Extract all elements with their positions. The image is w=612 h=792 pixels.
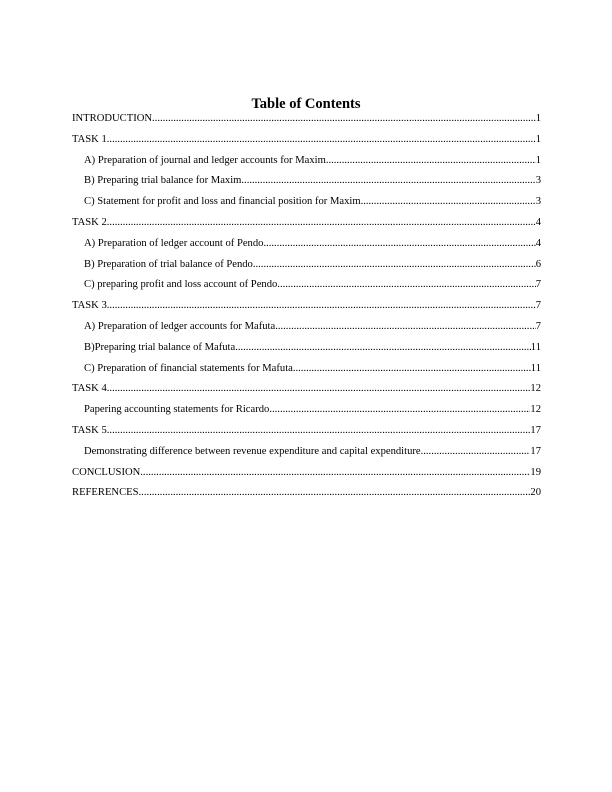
toc-entry-label: A) Preparation of ledger account of Pendo	[84, 237, 264, 249]
toc-entry-label: A) Preparation of ledger accounts for Mafuta	[84, 320, 276, 332]
toc-dot-leader	[107, 383, 531, 394]
toc-entry[interactable]	[72, 404, 541, 425]
toc-dot-leader	[269, 404, 530, 415]
toc-entry-label: B) Preparation of trial balance of Pendo	[84, 258, 253, 270]
toc-dot-leader	[241, 175, 535, 186]
toc-dot-leader	[253, 259, 536, 270]
toc-entry-page: 7	[535, 300, 541, 312]
toc-dot-leader	[139, 487, 531, 498]
toc-entry-page: 3	[535, 175, 541, 187]
toc-dot-leader	[107, 300, 536, 311]
toc-entry-page: 7	[535, 320, 541, 332]
toc-entry[interactable]	[72, 238, 541, 259]
toc-entry[interactable]	[72, 279, 541, 300]
toc-entry[interactable]	[72, 155, 541, 176]
toc-entry-label: C) preparing profit and loss account of Pendo	[84, 279, 278, 291]
toc-entry-page: 12	[530, 383, 541, 395]
toc-entry[interactable]	[72, 363, 541, 384]
toc-entry-page: 11	[530, 362, 541, 374]
toc-entry[interactable]	[72, 467, 541, 488]
toc-entry-page: 4	[535, 237, 541, 249]
toc-dot-leader	[277, 279, 535, 290]
toc-entry[interactable]	[72, 196, 541, 217]
toc-title: Table of Contents	[251, 96, 361, 112]
toc-entry-label: TASK 2	[72, 216, 107, 228]
toc-dot-leader	[421, 446, 531, 457]
toc-entry-label: REFERENCES	[72, 487, 139, 499]
toc-entry-page: 1	[535, 133, 541, 145]
toc-entry-label: B) Preparing trial balance for Maxim	[84, 175, 242, 187]
toc-entry[interactable]	[72, 259, 541, 280]
toc-entry[interactable]	[72, 487, 541, 508]
toc-dot-leader	[361, 196, 536, 207]
toc-entry[interactable]	[72, 217, 541, 238]
toc-entry-label: C) Statement for profit and loss and financial position for Maxim	[84, 196, 361, 208]
toc-dot-leader	[235, 342, 531, 353]
toc-entry-page: 7	[535, 279, 541, 291]
toc-entry-page: 3	[535, 196, 541, 208]
toc-entry[interactable]	[72, 175, 541, 196]
toc-entry[interactable]	[72, 300, 541, 321]
toc-entry[interactable]	[72, 342, 541, 363]
toc-dot-leader	[140, 467, 530, 478]
toc-entry-page: 12	[530, 404, 541, 416]
toc-dot-leader	[107, 134, 536, 145]
toc-entry-label: CONCLUSION	[72, 466, 141, 478]
toc-entry-label: TASK 5	[72, 424, 107, 436]
toc-entry-page: 1	[535, 154, 541, 166]
toc-entry-page: 6	[535, 258, 541, 270]
toc-dot-leader	[293, 363, 531, 374]
toc-entry-page: 17	[530, 424, 541, 436]
toc-entry-page: 19	[530, 466, 541, 478]
toc-entry-label: C) Preparation of financial statements for Mafuta	[84, 362, 293, 374]
toc-entry-page: 17	[530, 445, 541, 457]
toc-entry-label: TASK 4	[72, 383, 107, 395]
toc-entry[interactable]	[72, 425, 541, 446]
toc-entry[interactable]	[72, 446, 541, 467]
toc-dot-leader	[107, 425, 531, 436]
toc-entry-label: B)Preparing trial balance of Mafuta	[84, 341, 236, 353]
toc-list	[72, 113, 541, 508]
toc-entry-label: TASK 3	[72, 300, 107, 312]
toc-entry[interactable]	[72, 113, 541, 134]
toc-dot-leader	[152, 113, 536, 124]
toc-entry-label: Papering accounting statements for Ricardo	[84, 404, 270, 416]
toc-entry[interactable]	[72, 321, 541, 342]
toc-entry-page: 11	[530, 341, 541, 353]
toc-entry-label: TASK 1	[72, 133, 107, 145]
toc-dot-leader	[107, 217, 536, 228]
toc-entry-label: A) Preparation of journal and ledger accounts for Maxim	[84, 154, 326, 166]
toc-dot-leader	[263, 238, 535, 249]
toc-entry-page: 1	[535, 113, 541, 124]
toc-entry-page: 4	[535, 216, 541, 228]
toc-dot-leader	[275, 321, 536, 332]
toc-dot-leader	[326, 155, 536, 166]
toc-entry-label: Demonstrating difference between revenue expenditure and capital expenditure	[84, 445, 421, 457]
toc-entry-page: 20	[530, 487, 541, 499]
toc-entry-label: INTRODUCTION	[72, 113, 153, 124]
toc-entry[interactable]	[72, 134, 541, 155]
toc-entry[interactable]	[72, 383, 541, 404]
